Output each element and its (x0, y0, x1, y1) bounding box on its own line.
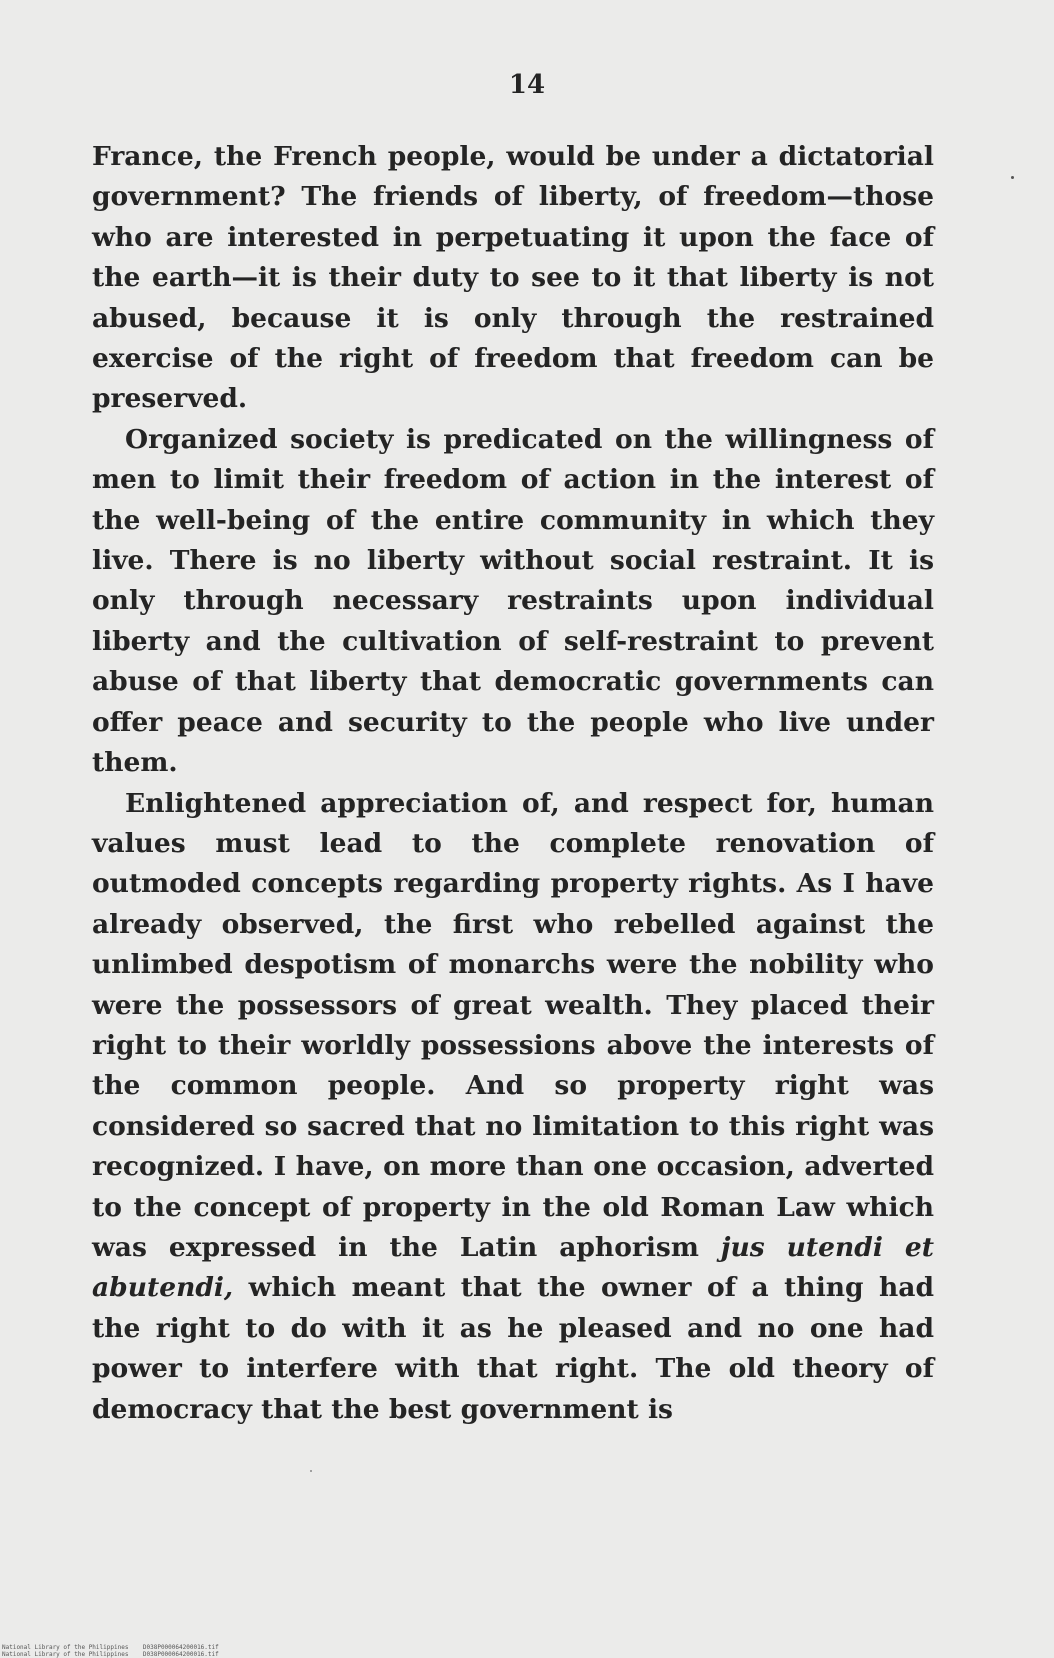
body-text (92, 137, 934, 1430)
paragraph-text: which meant that the owner of a thing had the right to do with it as he pleased and no one had power to interfere with that right. The old theory of democracy that the best government is (92, 1272, 934, 1425)
page-number: 14 (508, 70, 546, 100)
scan-speck (1011, 176, 1014, 179)
footer-line: National Library of the Philippines D038P000064200016.tif (2, 1651, 219, 1658)
scan-footer (2, 1644, 219, 1658)
latin-aphorism: jus utendi et abutendi, (92, 1231, 934, 1304)
paragraph (92, 784, 934, 1431)
paragraph: Organized society is predicated on the willingness of men to limit their freedom of action in the interest of the well-being of the entire community in which they live. There is no liberty without social restraint. It is only through necessary restraints upon individual liberty and the cultivation of self-restraint to prevent abuse of that liberty that democratic governments can offer peace and security to the people who live under them. (92, 423, 934, 779)
scan-speck (310, 1470, 312, 1472)
paragraph: France, the French people, would be under a dictatorial government? The friends of liberty, of freedom—those who are interested in perpetuating it upon the face of the earth—it is their duty to see to it that liberty is not abused, because it is only through the restrained exercise of the right of freedom that freedom can be preserved. (92, 141, 934, 415)
footer-line: National Library of the Philippines D038P000064200016.tif (2, 1644, 219, 1651)
paragraph-text: Enlightened appreciation of, and respect for, human values must lead to the complete renovation of outmoded concepts regarding property rights. As I have already observed, the first who rebelled against the unlimbed despotism of monarchs were the nobility who were the possessors of great wealth. They placed their right to their worldly possessions above the interests of the common people. And so property right was considered so sacred that no limitation to this right was recognized. I have, on more than one occasion, adverted to the concept of property in the old Roman Law which was expressed in the Latin aphorism (92, 787, 934, 1263)
